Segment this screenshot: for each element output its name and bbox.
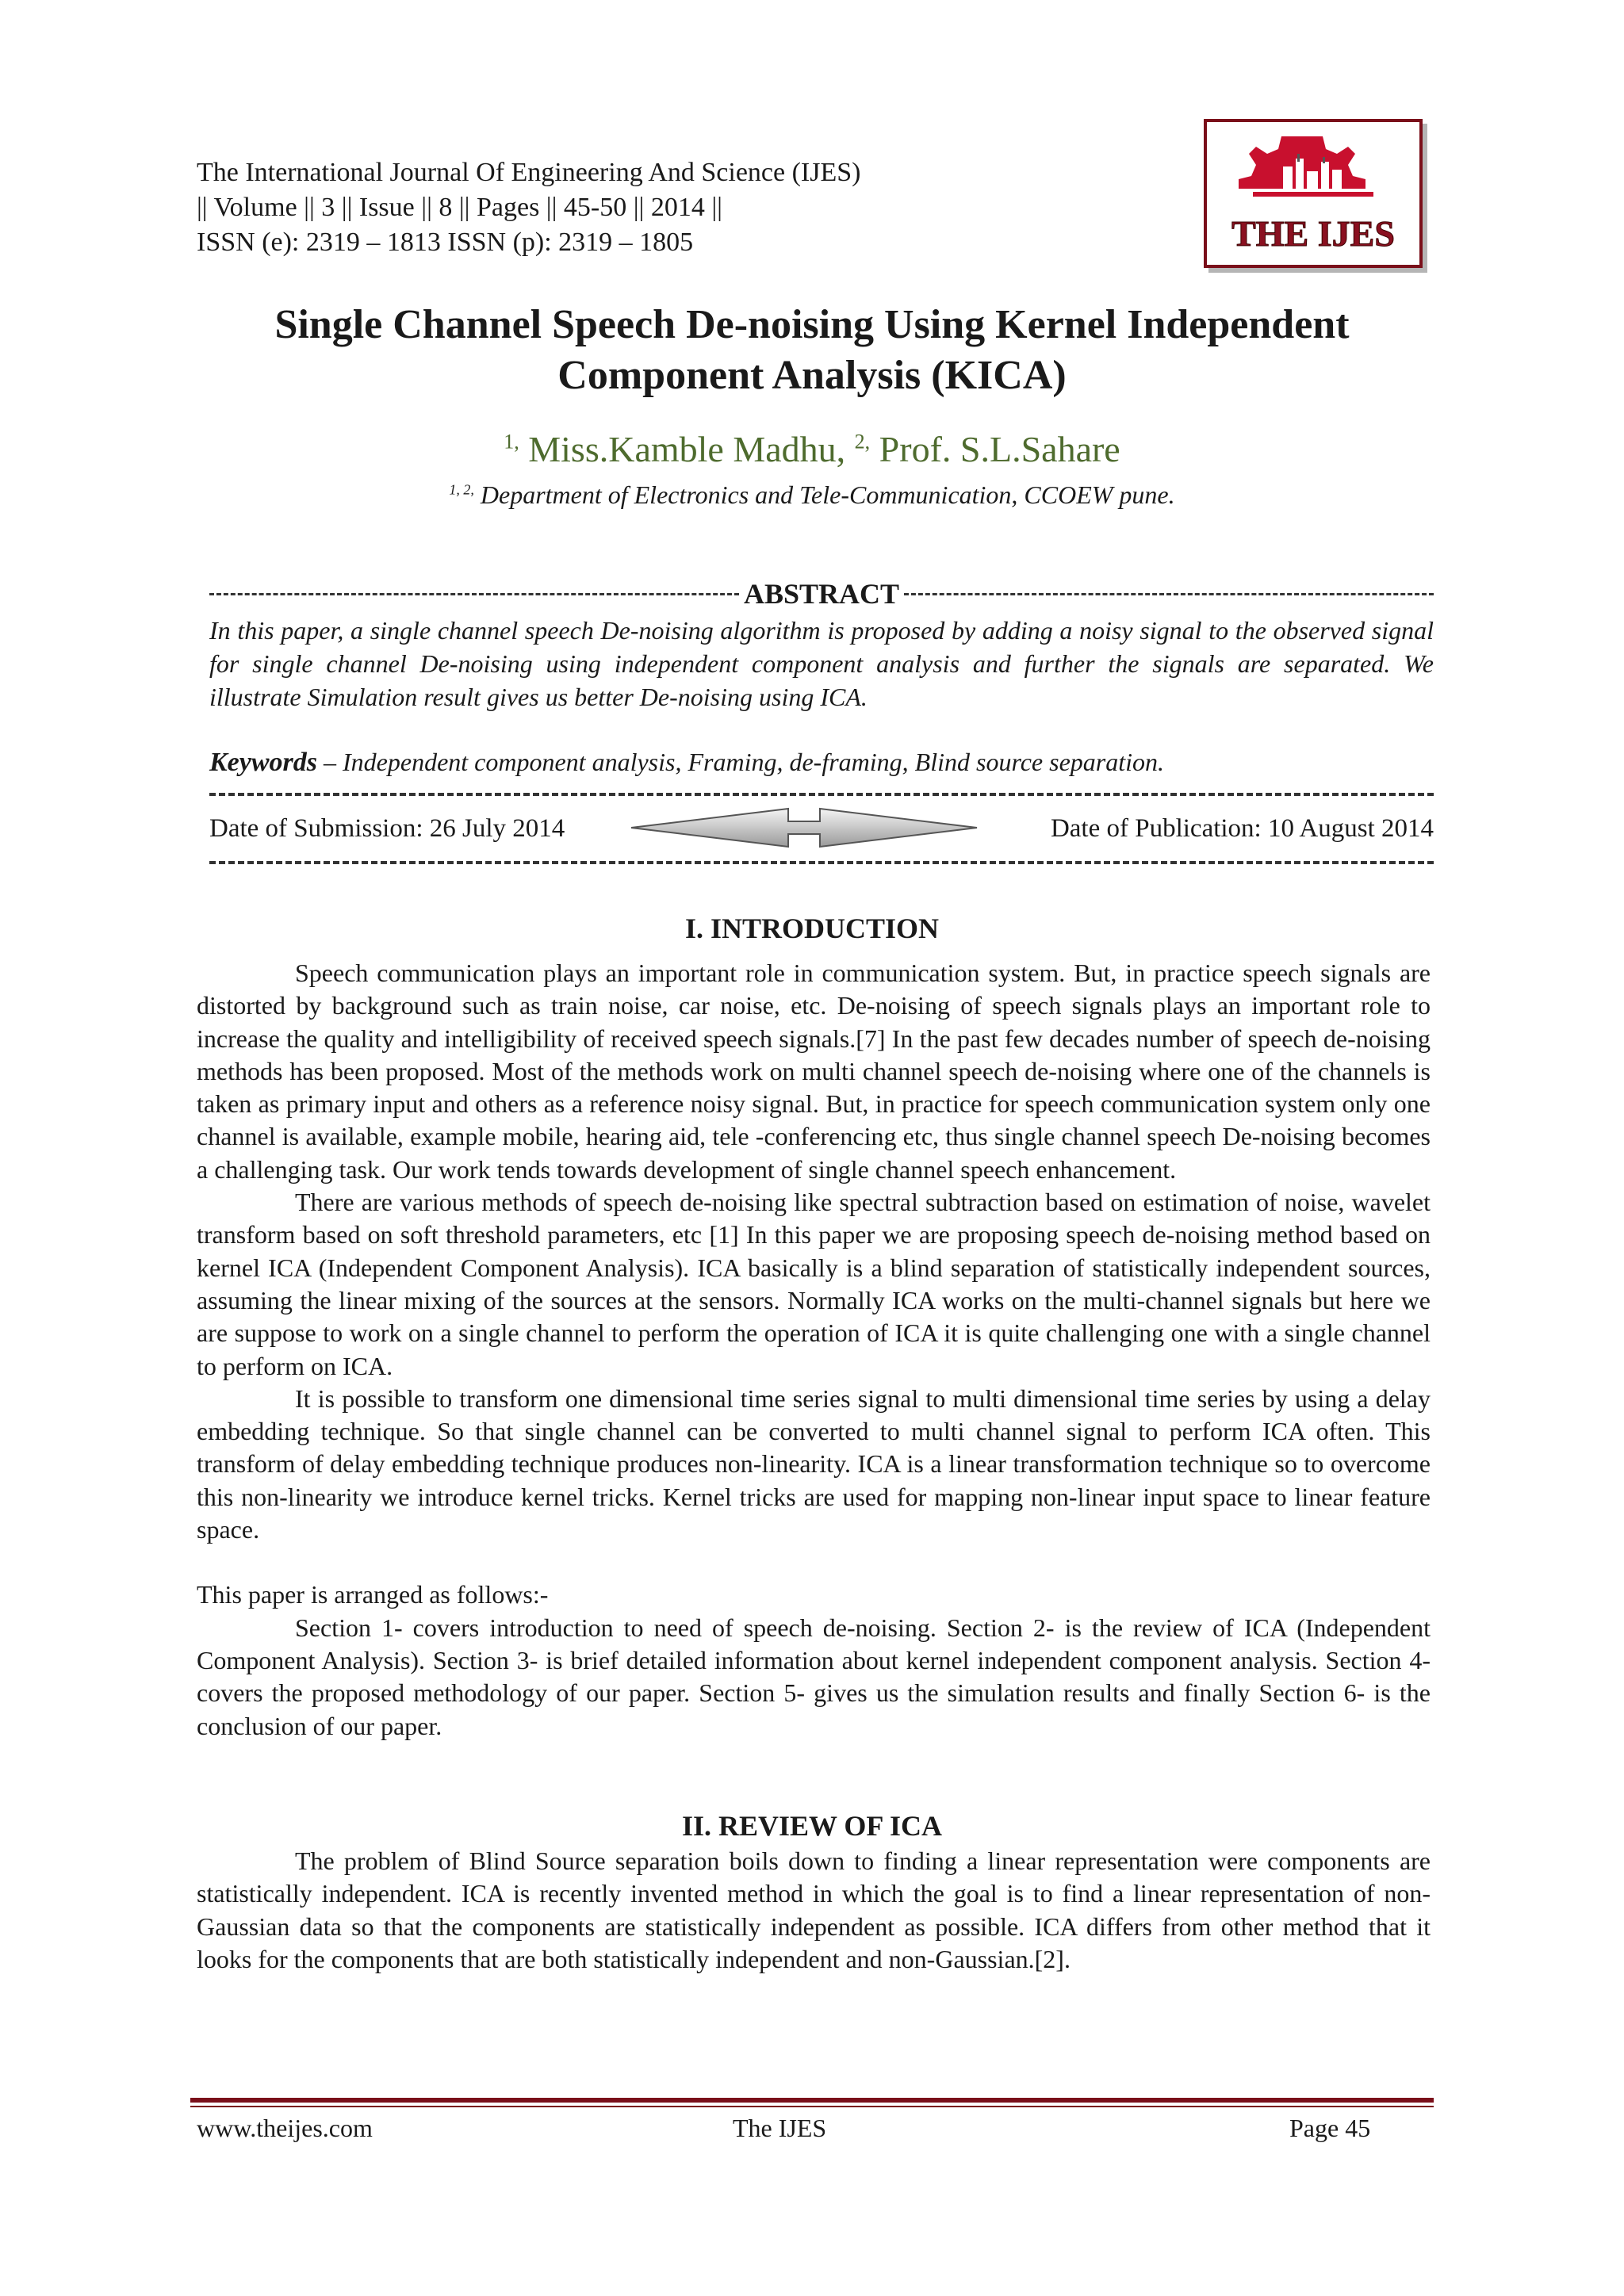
- paragraph: It is possible to transform one dimensional time series signal to multi dimensional time series by using a delay embedding technique. So that single channel can be converted to multi channel signal to perform ICA often. This transform of delay embedding technique produces non-linearity. ICA is a linear transformation technique so to overcome this non-linearity we introduce kernel tricks. Kernel tricks are used for mapping non-linear input space to linear feature space.: [197, 1383, 1431, 1544]
- section-2-heading: II. REVIEW OF ICA: [681, 1810, 943, 1842]
- section-2-body: [197, 1845, 1431, 1976]
- paragraph: Section 1- covers introduction to need of speech de-noising. Section 2- is the review of ICA (Independent Component Analysis). Section 3- is brief detailed information about kernel independent component analysis. Section 4- covers the proposed methodology of our paper. Section 5- gives us the simulation results and finally Section 6- is the conclusion of our paper.: [197, 1613, 1431, 1740]
- abstract-text: In this paper, a single channel speech De-noising algorithm is proposed by adding a noisy signal to the observed signal for single channel De-noising using independent component analysis and further the signals are separated. We illustrate Simulation result gives us better De-noising using ICA.: [209, 616, 1434, 711]
- double-arrow-icon: [630, 806, 979, 850]
- affiliation-sup: 1, 2,: [449, 481, 474, 498]
- affiliation-text: Department of Electronics and Tele-Communication, CCOEW pune.: [480, 480, 1175, 509]
- footer-rule: [190, 2098, 1434, 2103]
- page-number: Page 45: [1289, 2114, 1371, 2142]
- authors: [143, 428, 1481, 470]
- dates-row: [209, 809, 1434, 848]
- keywords-label: Keywords: [209, 748, 317, 777]
- author1-sup: 1,: [504, 430, 519, 453]
- abstract-label: ABSTRACT: [743, 578, 900, 610]
- paragraph: There are various methods of speech de-noising like spectral subtraction based on estimation of noise, wavelet transform based on soft threshold parameters, etc [1] In this paper we are proposing speech de-noising method based on kernel ICA (Independent Component Analysis). ICA basically is a blind separation of statistically independent sources, assuming the linear mixing of the sources at the sensors. Normally ICA works on the multi-channel signals but here we are suppose to work on a single channel to perform the operation of ICA it is quite challenging one with a single channel to perform on ICA.: [197, 1188, 1431, 1380]
- issn-line: ISSN (e): 2319 – 1813 ISSN (p): 2319 – 1805: [197, 228, 694, 257]
- dash-left: [209, 593, 739, 595]
- author1-name: Miss.Kamble Madhu,: [528, 429, 846, 469]
- logo-text: THE IJES: [1231, 213, 1395, 254]
- footer-journal: The IJES: [733, 2114, 827, 2142]
- keywords-text: – Independent component analysis, Framing, de-framing, Blind source separation.: [317, 748, 1164, 776]
- title-line-2: Component Analysis (KICA): [557, 353, 1067, 398]
- ijes-logo: [1204, 119, 1423, 268]
- affiliation: [143, 480, 1481, 510]
- paragraph: Speech communication plays an important role in communication system. But, in practice speech signals are distorted by background such as train noise, car noise, etc. De-noising of speech signals plays an important role to increase the quality and intelligibility of received speech signals.[7] In the past few decades number of speech de-noising methods has been proposed. Most of the methods work on multi channel speech de-noising where one of the channels is taken as primary input and others as a reference noisy signal. But, in practice for speech communication system only one channel is available, example mobile, hearing aid, tele -conferencing etc, thus single channel speech De-noising becomes a challenging task. Our work tends towards development of single channel speech enhancement.: [197, 959, 1431, 1184]
- dates-bottom-rule: [209, 861, 1434, 864]
- journal-name: The International Journal Of Engineering And Science (IJES): [197, 158, 861, 187]
- paper-title: [143, 300, 1481, 401]
- section-1-heading: I. INTRODUCTION: [684, 913, 940, 944]
- footer-rule-thin: [190, 2106, 1434, 2107]
- submission-date: Date of Submission: 26 July 2014: [209, 813, 565, 843]
- publication-date: Date of Publication: 10 August 2014: [1050, 813, 1434, 843]
- section-1-body: [197, 957, 1431, 1743]
- author2-sup: 2,: [854, 430, 871, 453]
- paragraph: The problem of Blind Source separation boils down to finding a linear representation were components are statistically independent. ICA is recently invented method in which the goal is to find a linear representation of non-Gaussian data so that the components are statistically independent as possible. ICA differs from other method that it looks for the components that are both statistically independent and non-Gaussian.[2].: [197, 1846, 1431, 1973]
- abstract-divider: [209, 576, 1434, 612]
- keywords: [209, 745, 1434, 779]
- arranged-line: This paper is arranged as follows:-: [197, 1580, 549, 1609]
- dates-top-rule: [209, 793, 1434, 796]
- dash-right: [904, 593, 1434, 595]
- volume-line: || Volume || 3 || Issue || 8 || Pages || 45-50 || 2014 ||: [197, 193, 722, 222]
- title-line-1: Single Channel Speech De-noising Using Kernel Independent: [274, 302, 1350, 347]
- author2-name: Prof. S.L.Sahare: [879, 429, 1120, 469]
- footer-website: www.theijes.com: [197, 2114, 373, 2142]
- journal-header: [197, 155, 860, 260]
